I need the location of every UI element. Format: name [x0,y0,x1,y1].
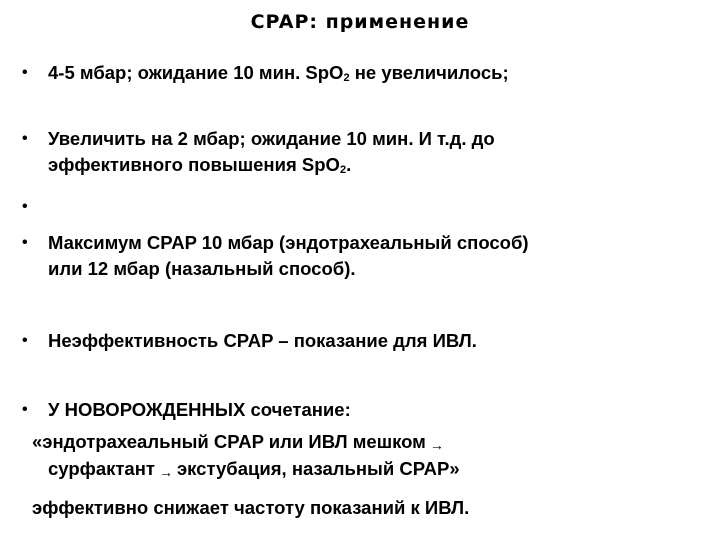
continuation-line-3: эффективно снижает частоту показаний к ИВЛ. [32,497,470,518]
arrow-icon: → [158,464,173,480]
continuation-line-1: «эндотрахеальный CPAP или ИВЛ мешком → [32,429,448,458]
bullet-marker: • [22,332,28,349]
bullet-marker: • [22,401,28,418]
bullet-marker: • [22,130,28,147]
continuation-line-2: сурфактант → экстубация, назальный CPAP» [48,458,460,480]
newborn-emphasis: У НОВОРОЖДЕННЫХ [48,399,246,420]
slide-title: CPAP: применение [250,11,470,33]
bullet-item-1 [22,60,702,86]
bullet-marker: • [22,234,28,251]
bullet-text: Неэффективность CPAP – показание для ИВЛ. [48,330,477,351]
bullet-marker: • [22,198,28,215]
bullet-item-6 [22,397,702,423]
bullet-text: 4-5 мбар; ожидание 10 мин. SpO$_2$ не увеличилось; [48,62,509,84]
arrow-icon: → [429,437,444,453]
bullet-marker: • [22,64,28,81]
bullet-item-2 [22,126,702,178]
bullet-text: Увеличить на 2 мбар; ожидание 10 мин. И т.д. до эффективного повышения SpO$_2$. [48,128,495,176]
bullet-text: У НОВОРОЖДЕННЫХ сочетание: [48,399,351,420]
bullet-item-4 [22,230,702,282]
bullet-text: Максимум CPAP 10 мбар (эндотрахеальный способ) или 12 мбар (назальный способ). [48,232,529,279]
bullet-item-5 [22,328,702,354]
